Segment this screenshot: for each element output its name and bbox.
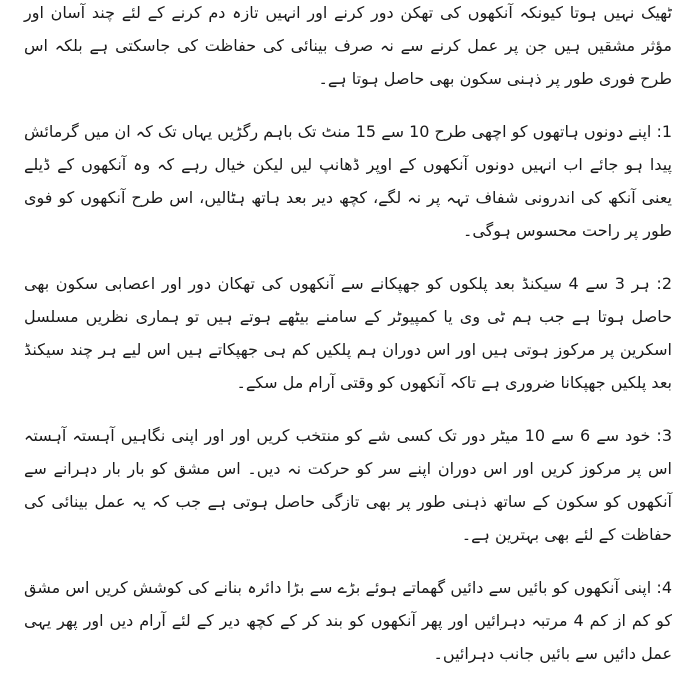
- exercise-2-paragraph: 2: ہر 3 سے 4 سیکنڈ بعد پلکوں کو جھپکانے سے آنکھوں کی تھکان دور اور اعصابی سکون بھی حاصل ہوتا ہے جب ہم ٹی وی یا کمپیوٹر کے سامنے بیٹھے ہوتے ہیں تو ہماری نظریں مسلسل اسکرین پر مرکوز ہوتی ہیں اور اس دوران ہم پلکیں کم ہی جھپکاتے ہیں اس لیے ہر چند سیکنڈ بعد پلکیں جھپکانا ضروری ہے تاکہ آنکھوں کو وقتی آرام مل سکے۔: [24, 274, 673, 392]
- intro-paragraph: ٹھیک نہیں ہوتا کیونکہ آنکھوں کی تھکن دور کرنے اور انہیں تازہ دم کرنے کے لئے چند آسان اور مؤثر مشقیں ہیں جن پر عمل کرنے سے نہ صرف بینائی کی حفاظت کی جاسکتی ہے بلکہ اس طرح فوری طور پر ذہنی سکون بھی حاصل ہوتا ہے۔: [24, 3, 672, 88]
- exercise-1-paragraph: 1: اپنے دونوں ہاتھوں کو اچھی طرح 10 سے 15 منٹ تک باہم رگڑیں یہاں تک کہ ان میں گرمائش پیدا ہو جائے اب انہیں دونوں آنکھوں کے اوپر ڈھانپ لیں لیکن خیال رہے کہ وہ آنکھوں کے ڈیلے یعنی آنکھ کی اندرونی شفاف تہہ پر نہ لگے، کچھ دیر بعد ہاتھ ہٹالیں، اس طرح آنکھوں کو فوی طور پر راحت محسوس ہوگی۔: [24, 122, 673, 240]
- article-body: [24, 0, 672, 690]
- exercise-4-paragraph: 4: اپنی آنکھوں کو بائیں سے دائیں گھماتے ہوئے بڑے سے بڑا دائرہ بنانے کی کوشش کریں اس مشق کو کم از کم 4 مرتبہ دہرائیں اور پھر آنکھوں کو بند کر کے کچھ دیر کے لئے آرام دیں اور پھر یہی عمل دائیں سے بائیں جانب دہرائیں۔: [24, 578, 672, 663]
- exercise-3-paragraph: 3: خود سے 6 سے 10 میٹر دور تک کسی شے کو منتخب کریں اور اور اپنی نگاہیں آہستہ آہستہ اس پر مرکوز کریں اور اس دوران اپنے سر کو حرکت نہ دیں۔ اس مشق کو بار بار دہرانے سے آنکھوں کو سکون کے ساتھ ذہنی طور پر بھی تازگی حاصل ہوتی ہے جب کہ یہ عمل بینائی کی حفاظت کے لئے بھی بہترین ہے۔: [24, 426, 673, 544]
